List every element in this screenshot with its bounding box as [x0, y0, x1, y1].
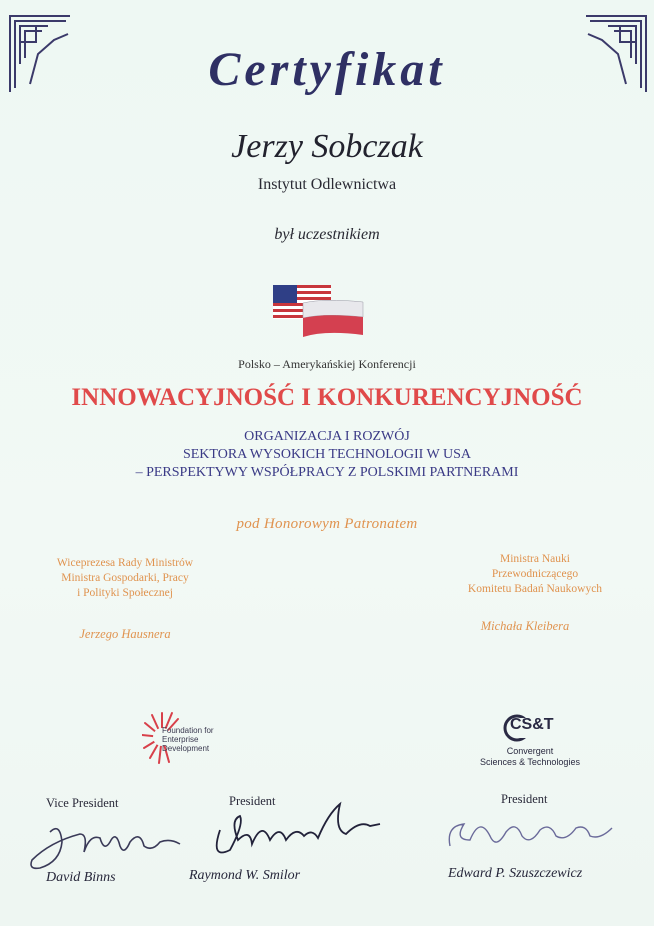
patron-left-line: Ministra Gospodarki, Pracy — [61, 572, 189, 584]
foundation-line: Enterprise — [162, 735, 199, 744]
patron-left-line: Wiceprezesa Rady Ministrów — [56, 557, 194, 569]
conference-line: Polsko – Amerykańskiej Konferencji — [238, 357, 416, 371]
certificate-title: Certyfikat — [208, 43, 446, 96]
patron-right-line: Przewodniczącego — [491, 568, 579, 580]
signatory-role: President — [501, 792, 548, 806]
participant-text: był uczestnikiem — [274, 226, 380, 243]
recipient-name: Jerzy Sobczak — [231, 128, 423, 165]
signatory-role: Vice President — [46, 796, 119, 810]
signature-smilor — [200, 800, 390, 872]
patron-right-title — [440, 552, 630, 597]
foundation-line: Development — [162, 744, 210, 753]
patron-left-line: i Polityki Społecznej — [77, 587, 173, 599]
cst-name — [470, 746, 590, 768]
signatory-name: Raymond W. Smilor — [189, 868, 301, 883]
patron-right-line: Komitetu Badań Naukowych — [467, 583, 603, 595]
patron-left-name: Jerzego Hausnera — [79, 627, 171, 641]
signatory-name: Edward P. Szuszczewicz — [448, 866, 583, 881]
patron-right-name: Michała Kleibera — [480, 619, 570, 633]
conference-subtitle-line: ORGANIZACJA I ROZWÓJ — [244, 429, 410, 444]
patronage-heading: pod Honorowym Patronatem — [236, 516, 418, 532]
cst-mark: CS&T — [510, 716, 554, 733]
signature-szuszczewicz — [440, 806, 620, 870]
conference-subtitle-line: – PERSPEKTYWY WSPÓŁPRACY Z POLSKIMI PARTNERAMI — [135, 465, 519, 480]
foundation-name — [162, 726, 214, 753]
cst-line: Convergent — [506, 746, 554, 756]
conference-title: INNOWACYJNOŚĆ I KONKURENCYJNOŚĆ — [71, 384, 583, 411]
conference-subtitle-line: SEKTORA WYSOKICH TECHNOLOGII W USA — [182, 447, 472, 462]
cst-line: Sciences & Technologies — [480, 757, 580, 767]
foundation-line: Foundation for — [162, 726, 214, 735]
patron-left-title — [30, 556, 220, 601]
patron-right-line: Ministra Nauki — [500, 553, 570, 565]
us-poland-flags-image — [273, 285, 365, 339]
conference-subtitle — [0, 428, 654, 482]
signatory-role: President — [229, 794, 276, 808]
signatory-name: David Binns — [46, 870, 116, 885]
institute-name: Instytut Odlewnictwa — [257, 176, 397, 193]
